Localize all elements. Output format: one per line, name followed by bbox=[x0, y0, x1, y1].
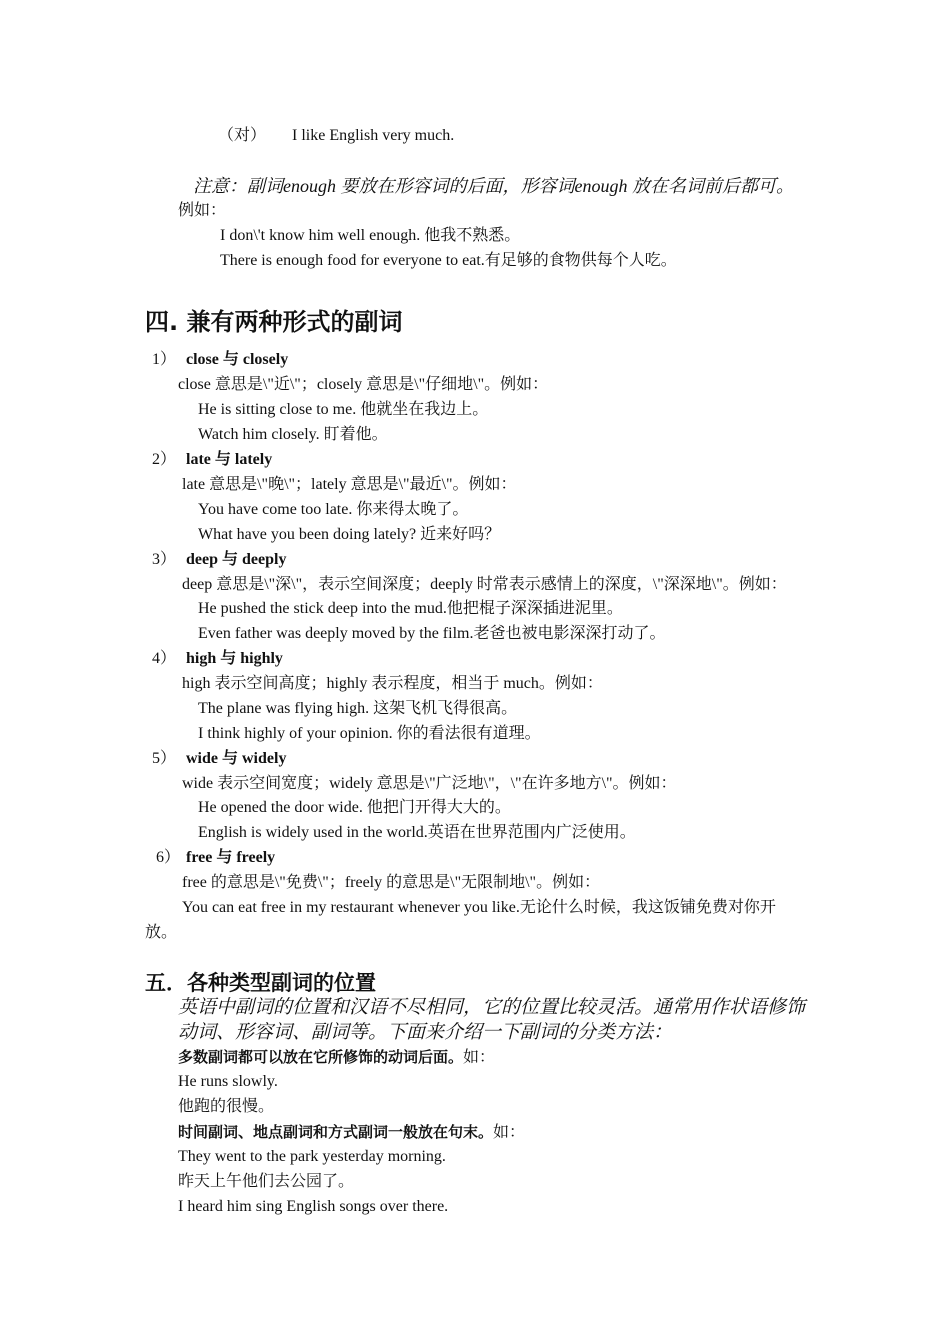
rule-text: 多数副词都可以放在它所修饰的动词后面。 bbox=[178, 1048, 464, 1066]
correct-marker: （对） bbox=[218, 127, 267, 144]
example-line: He runs slowly. bbox=[178, 1073, 278, 1090]
subsection-heading bbox=[156, 846, 275, 870]
example-line: What have you been doing lately? 近来好吗？ bbox=[198, 526, 501, 543]
rule-line bbox=[178, 1120, 525, 1145]
section-intro: 动词、形容词、副词等。下面来介绍一下副词的分类方法： bbox=[178, 1022, 673, 1043]
section-heading: 四. 兼有两种形式的副词 bbox=[145, 308, 403, 336]
item-description: deep 意思是\"深\"，表示空间深度；deeply 时常表示感情上的深度，\"深深地\"。例如： bbox=[182, 576, 787, 593]
example-label: 例如： bbox=[178, 202, 227, 219]
example-line: I think highly of your opinion. 你的看法很有道理。 bbox=[198, 725, 541, 742]
example-line: He is sitting close to me. 他就坐在我边上。 bbox=[198, 401, 489, 418]
section-intro: 英语中副词的位置和汉语不尽相同，它的位置比较灵活。通常用作状语修饰 bbox=[178, 997, 806, 1018]
item-description: wide 表示空间宽度；widely 意思是\"广泛地\"，\"在许多地方\"。例如： bbox=[182, 775, 677, 792]
example-line: There is enough food for everyone to eat.有足够的食物供每个人吃。 bbox=[220, 252, 677, 269]
item-title: close 与 closely bbox=[186, 351, 289, 368]
example-line: 昨天上午他们去公园了。 bbox=[178, 1173, 355, 1190]
item-title: free 与 freely bbox=[186, 849, 276, 866]
item-title: late 与 lately bbox=[186, 451, 273, 468]
item-description: late 意思是\"晚\"；lately 意思是\"最近\"。例如： bbox=[182, 476, 517, 493]
enough-note: 注意：副词enough 要放在形容词的后面，形容词enough 放在名词前后都可。 bbox=[193, 176, 794, 196]
example-line: You have come too late. 你来得太晚了。 bbox=[198, 501, 469, 518]
example-line: I don\'t know him well enough. 他我不熟悉。 bbox=[220, 227, 521, 244]
subsection-heading bbox=[152, 548, 286, 572]
item-number: 2） bbox=[152, 451, 177, 468]
rule-tail: 如： bbox=[463, 1049, 496, 1066]
section-heading: 五．各种类型副词的位置 bbox=[145, 971, 376, 995]
subsection-heading bbox=[152, 348, 288, 372]
correct-example-line bbox=[218, 124, 454, 148]
item-number: 4） bbox=[152, 650, 177, 667]
example-line-continued: 放。 bbox=[145, 924, 178, 941]
example-line: English is widely used in the world.英语在世界范围内广泛使用。 bbox=[198, 824, 636, 841]
correct-example: I like English very much. bbox=[292, 127, 455, 144]
example-line: I heard him sing English songs over there. bbox=[178, 1198, 449, 1215]
item-title: high 与 highly bbox=[186, 650, 283, 667]
item-title: deep 与 deeply bbox=[186, 551, 287, 568]
rule-text: 时间副词、地点副词和方式副词一般放在句末。 bbox=[178, 1123, 494, 1141]
example-line: He opened the door wide. 他把门开得大大的。 bbox=[198, 799, 511, 816]
subsection-heading bbox=[152, 647, 283, 671]
example-line: Even father was deeply moved by the film.老爸也被电影深深打动了。 bbox=[198, 625, 666, 642]
item-number: 6） bbox=[156, 849, 181, 866]
example-line: He pushed the stick deep into the mud.他把棍子深深插进泥里。 bbox=[198, 600, 623, 617]
subsection-heading bbox=[152, 448, 272, 472]
item-description: close 意思是\"近\"；closely 意思是\"仔细地\"。例如： bbox=[178, 376, 549, 393]
example-line: They went to the park yesterday morning. bbox=[178, 1148, 446, 1165]
rule-tail: 如： bbox=[493, 1124, 526, 1141]
example-line: You can eat free in my restaurant whenever you like.无论什么时候，我这饭铺免费对你开 bbox=[182, 899, 776, 916]
item-number: 5） bbox=[152, 750, 177, 767]
subsection-heading bbox=[152, 747, 286, 771]
rule-line bbox=[178, 1045, 495, 1070]
example-line: Watch him closely. 盯着他。 bbox=[198, 426, 388, 443]
item-number: 1） bbox=[152, 351, 177, 368]
item-title: wide 与 widely bbox=[186, 750, 287, 767]
item-number: 3） bbox=[152, 551, 177, 568]
item-description: free 的意思是\"免费\"；freely 的意思是\"无限制地\"。例如： bbox=[182, 874, 601, 891]
example-line: 他跑的很慢。 bbox=[178, 1098, 275, 1115]
item-description: high 表示空间高度；highly 表示程度，相当于 much。例如： bbox=[182, 675, 603, 692]
example-line: The plane was flying high. 这架飞机飞得很高。 bbox=[198, 700, 518, 717]
